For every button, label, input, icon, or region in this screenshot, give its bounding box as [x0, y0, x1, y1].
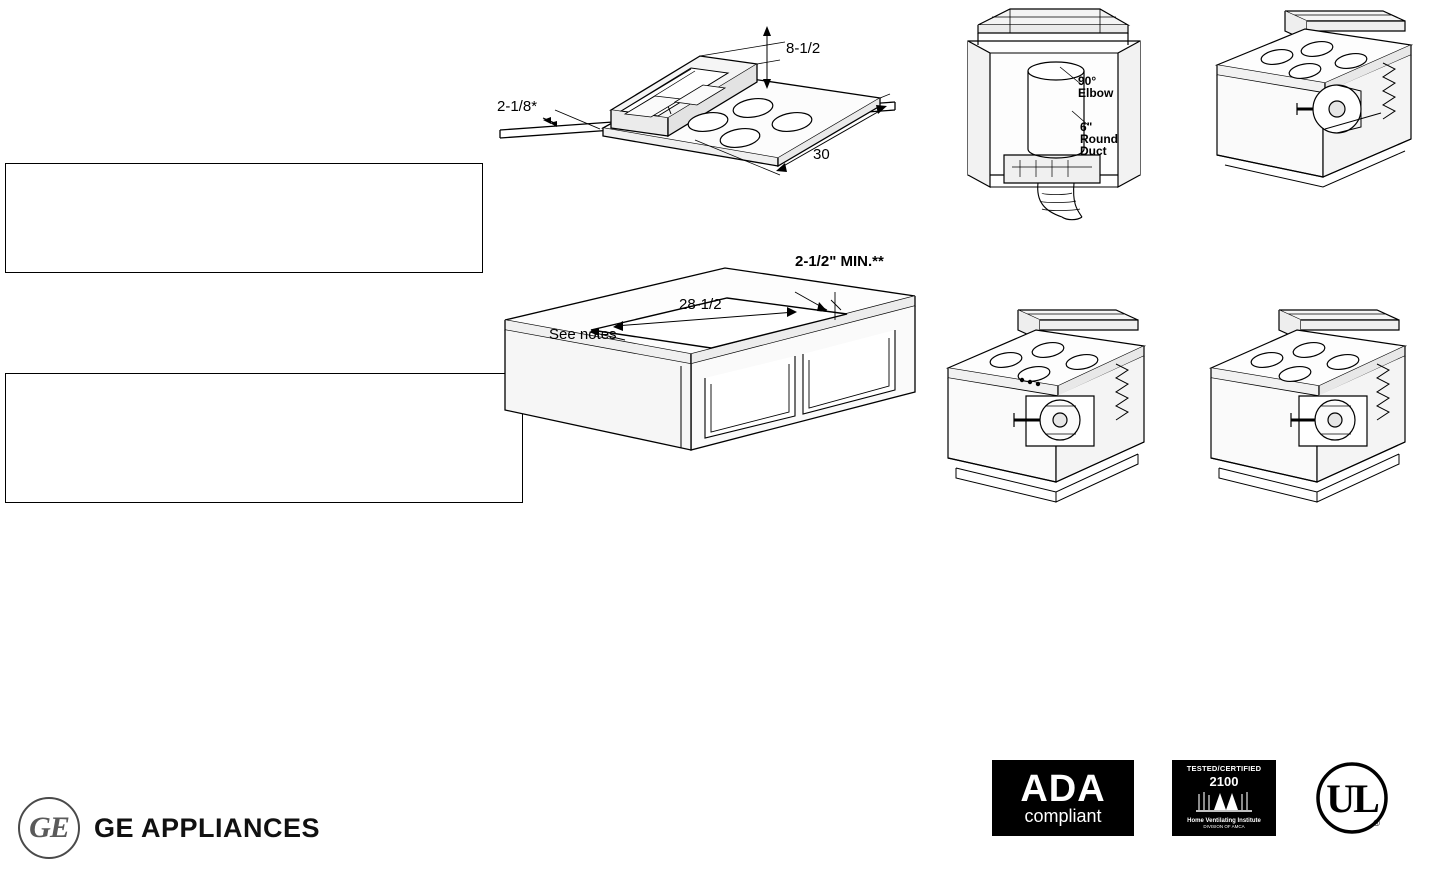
install-diagram-rear-discharge	[1205, 5, 1420, 210]
hvi-badge-institute-name: Home Ventilating Institute	[1187, 818, 1261, 824]
duct-label-duct-line1: 6"	[1080, 120, 1093, 134]
specification-box-features	[5, 163, 483, 273]
hvi-badge-number: 2100	[1209, 774, 1239, 789]
dim-label-see-notes: See notes	[549, 326, 617, 343]
dim-label-rear-clearance: 2-1/2" MIN.**	[795, 253, 884, 270]
hvi-badge-top-text: TESTED/CERTIFIED	[1186, 764, 1262, 773]
dim-label-front-offset: 2-1/8*	[497, 98, 538, 115]
ada-badge-sub-text: compliant	[1024, 805, 1102, 826]
specification-box-features-text	[6, 164, 482, 176]
duct-label-elbow-line2: Elbow	[1078, 86, 1114, 100]
duct-label-elbow	[1078, 75, 1113, 99]
install-diagram-right-discharge	[1195, 300, 1420, 515]
hvi-badge-division: DIVISION OF AMCA	[1203, 823, 1245, 829]
specification-box-dimensions	[5, 373, 523, 503]
duct-label-duct-line2: Round	[1080, 132, 1118, 146]
ul-badge-mark: UL	[1326, 775, 1378, 821]
duct-label-duct-line3: Duct	[1080, 144, 1107, 158]
hvi-certified-badge	[1172, 760, 1276, 836]
duct-diagram-downward	[950, 5, 1160, 230]
certification-badges	[992, 760, 1390, 836]
ge-monogram-icon: GE	[18, 797, 80, 859]
dim-label-height: 8-1/2	[786, 40, 821, 57]
countertop-cutout-diagram	[495, 250, 925, 460]
dim-label-cutout-depth: 28-1/2	[679, 296, 722, 313]
hvi-fan-icon	[1196, 790, 1252, 817]
specification-box-dimensions-text	[6, 374, 522, 386]
duct-label-round-duct	[1080, 121, 1118, 157]
install-diagram-left-discharge	[930, 300, 1160, 515]
ul-badge-registered-mark: ®	[1373, 818, 1380, 828]
cooktop-dimension-diagram	[495, 10, 915, 230]
ge-brand-logo	[18, 797, 320, 859]
ada-badge-main-text: ADA	[1020, 768, 1106, 811]
ul-listed-badge	[1314, 760, 1390, 836]
ada-compliant-badge	[992, 760, 1134, 836]
ge-appliances-wordmark: GE APPLIANCES	[94, 812, 321, 843]
duct-label-elbow-line1: 90°	[1078, 74, 1097, 88]
dim-label-width: 30	[813, 146, 830, 163]
